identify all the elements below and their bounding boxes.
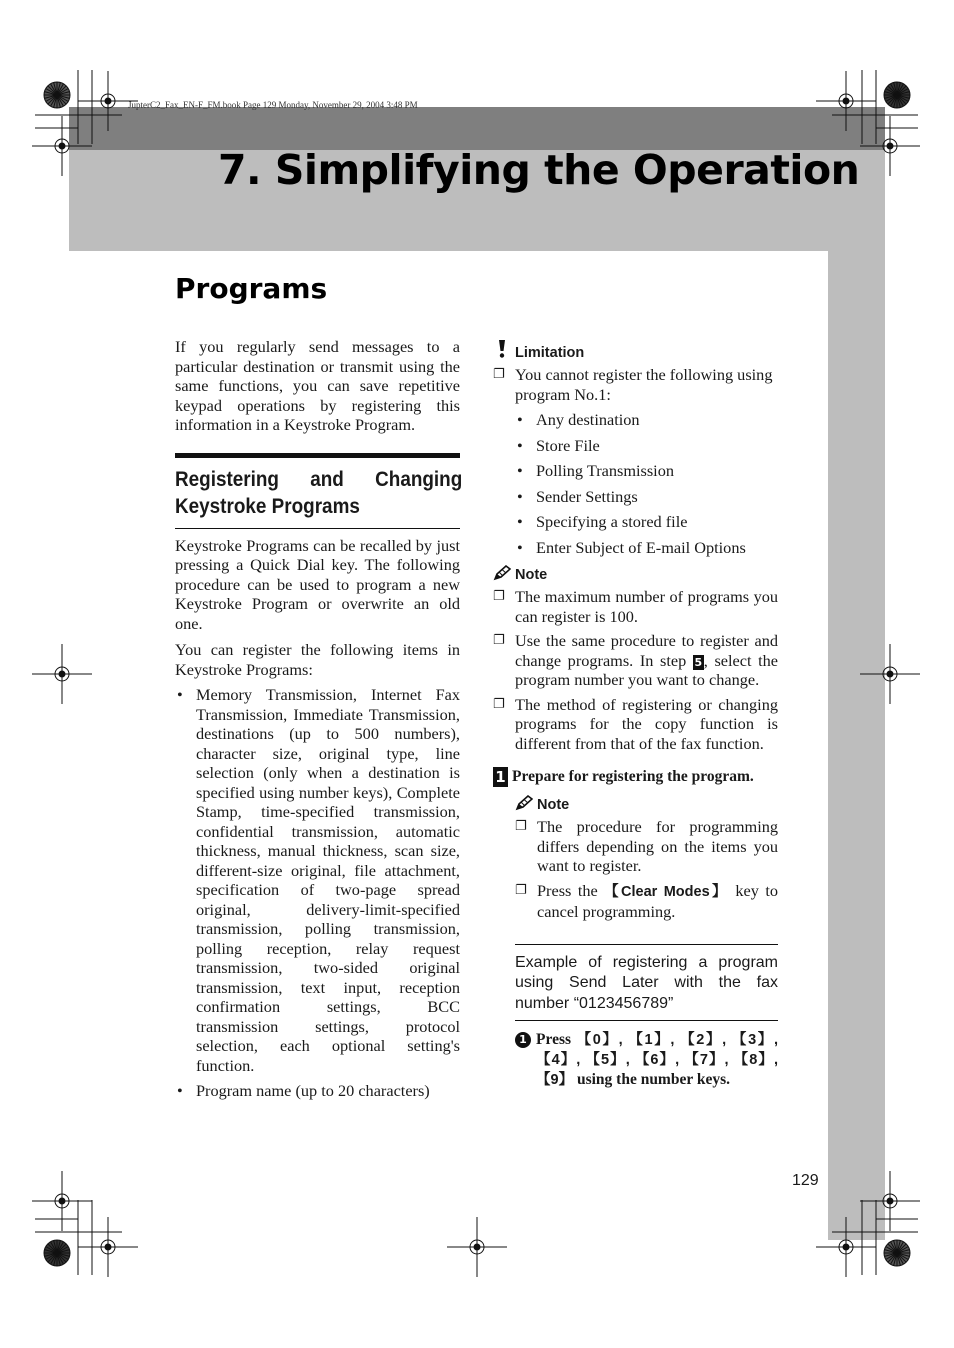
exclamation-icon — [493, 339, 511, 364]
note-label: Note — [515, 566, 548, 583]
list-item: • Program name (up to 20 characters) — [175, 1081, 460, 1101]
substep-1 — [515, 1030, 778, 1090]
list-item: ❐ You cannot register the following using program No.1: — [493, 365, 778, 404]
intro-paragraph: If you regularly send messages to a particular destination or transmit using the same functions, you can save repetitive keypad operations by registering this information in a Keystroke Program. — [175, 337, 460, 434]
subsection-title: Registering and Changing Keystroke Programs — [175, 467, 463, 518]
section-title: Programs — [175, 272, 328, 305]
registrable-items-list — [175, 685, 460, 1101]
substep-text: Press 【0】, 【1】, 【2】, 【3】, 【4】, 【5】, 【6】, 【7】, 【8】, 【9】 using the number keys. — [536, 1031, 778, 1088]
list-item: • Polling Transmission — [515, 461, 778, 487]
pencil-icon — [493, 565, 511, 586]
note-heading — [493, 563, 778, 585]
subsection-paragraph: Keystroke Programs can be recalled by just pressing a Quick Dial key. The following procedure can be used to program a new Keystroke Program or overwrite an old one. — [175, 535, 460, 633]
list-item: • Store File — [515, 436, 778, 462]
page-number: 129 — [792, 1172, 819, 1189]
step-text: Prepare for registering the program. — [512, 768, 754, 785]
limitation-list — [493, 365, 778, 404]
subsection-rule-thin — [175, 528, 460, 529]
subsection-paragraph: You can register the following items in Keystroke Programs: — [175, 640, 460, 679]
list-item: • Sender Settings — [515, 487, 778, 513]
note-label: Note — [537, 796, 570, 813]
note-heading — [515, 793, 778, 815]
subsection-rule — [175, 453, 460, 458]
note-list — [515, 817, 778, 922]
list-item: ❐ Use the same procedure to register and change programs. In step 5 , select the program number you want to change. — [493, 631, 778, 690]
example-box — [515, 944, 778, 1022]
step-1-note — [515, 793, 778, 922]
step-reference: 5 — [694, 655, 703, 669]
list-item: • Specifying a stored file — [515, 512, 778, 538]
note-list — [493, 587, 778, 753]
limitation-heading — [493, 341, 778, 363]
number-keys: 【0】, 【1】, 【2】, 【3】, 【4】, 【5】, 【6】, 【7】, 【8】, 【9】 — [536, 1032, 778, 1088]
list-item: ❐ The method of registering or changing programs for the copy function is different from that of the fax function. — [493, 695, 778, 754]
list-item: • Enter Subject of E-mail Options — [515, 538, 778, 564]
list-item: • Memory Transmission, Internet Fax Transmission, Immediate Transmission, destinations (up to 500 numbers), character size, original type, line selection (only when a destination is specified using number keys), Complete Stamp, time-specified transmission, confidential transmission, automatic thickness, manual thickness, scan size, different-size original, file attachment, specification of two-page spread original, delivery-limit-specified transmission, polling transmission, polling reception, relay request transmission, two-sided original transmission, text input, reception confirmation settings, BCC transmission settings, protocol selection, each optional setting's function. — [175, 685, 460, 1075]
left-column — [175, 337, 463, 1107]
right-column — [493, 341, 778, 1090]
list-item: ❐ Press the 【Clear Modes】 key to cancel programming. — [515, 881, 778, 922]
pencil-icon — [515, 795, 533, 816]
list-item: • Any destination — [515, 410, 778, 436]
substep-number: 1 — [515, 1032, 531, 1048]
print-header: JupterC2_Fax_EN-F_FM.book Page 129 Monday, November 29, 2004 3:48 PM — [128, 100, 418, 110]
list-item: ❐ The maximum number of programs you can register is 100. — [493, 587, 778, 626]
example-text: Example of registering a program using Send Later with the fax number “0123456789” — [515, 953, 778, 1012]
limitation-label: Limitation — [515, 344, 585, 361]
chapter-title: 7. Simplifying the Operation — [218, 146, 860, 194]
limitation-sublist — [515, 410, 778, 563]
clear-modes-key: 【Clear Modes】 — [604, 883, 729, 900]
list-item: ❐ The procedure for programming differs depending on the items you want to register. — [515, 817, 778, 876]
step-number: 1 — [493, 767, 508, 787]
step-1 — [493, 767, 778, 787]
